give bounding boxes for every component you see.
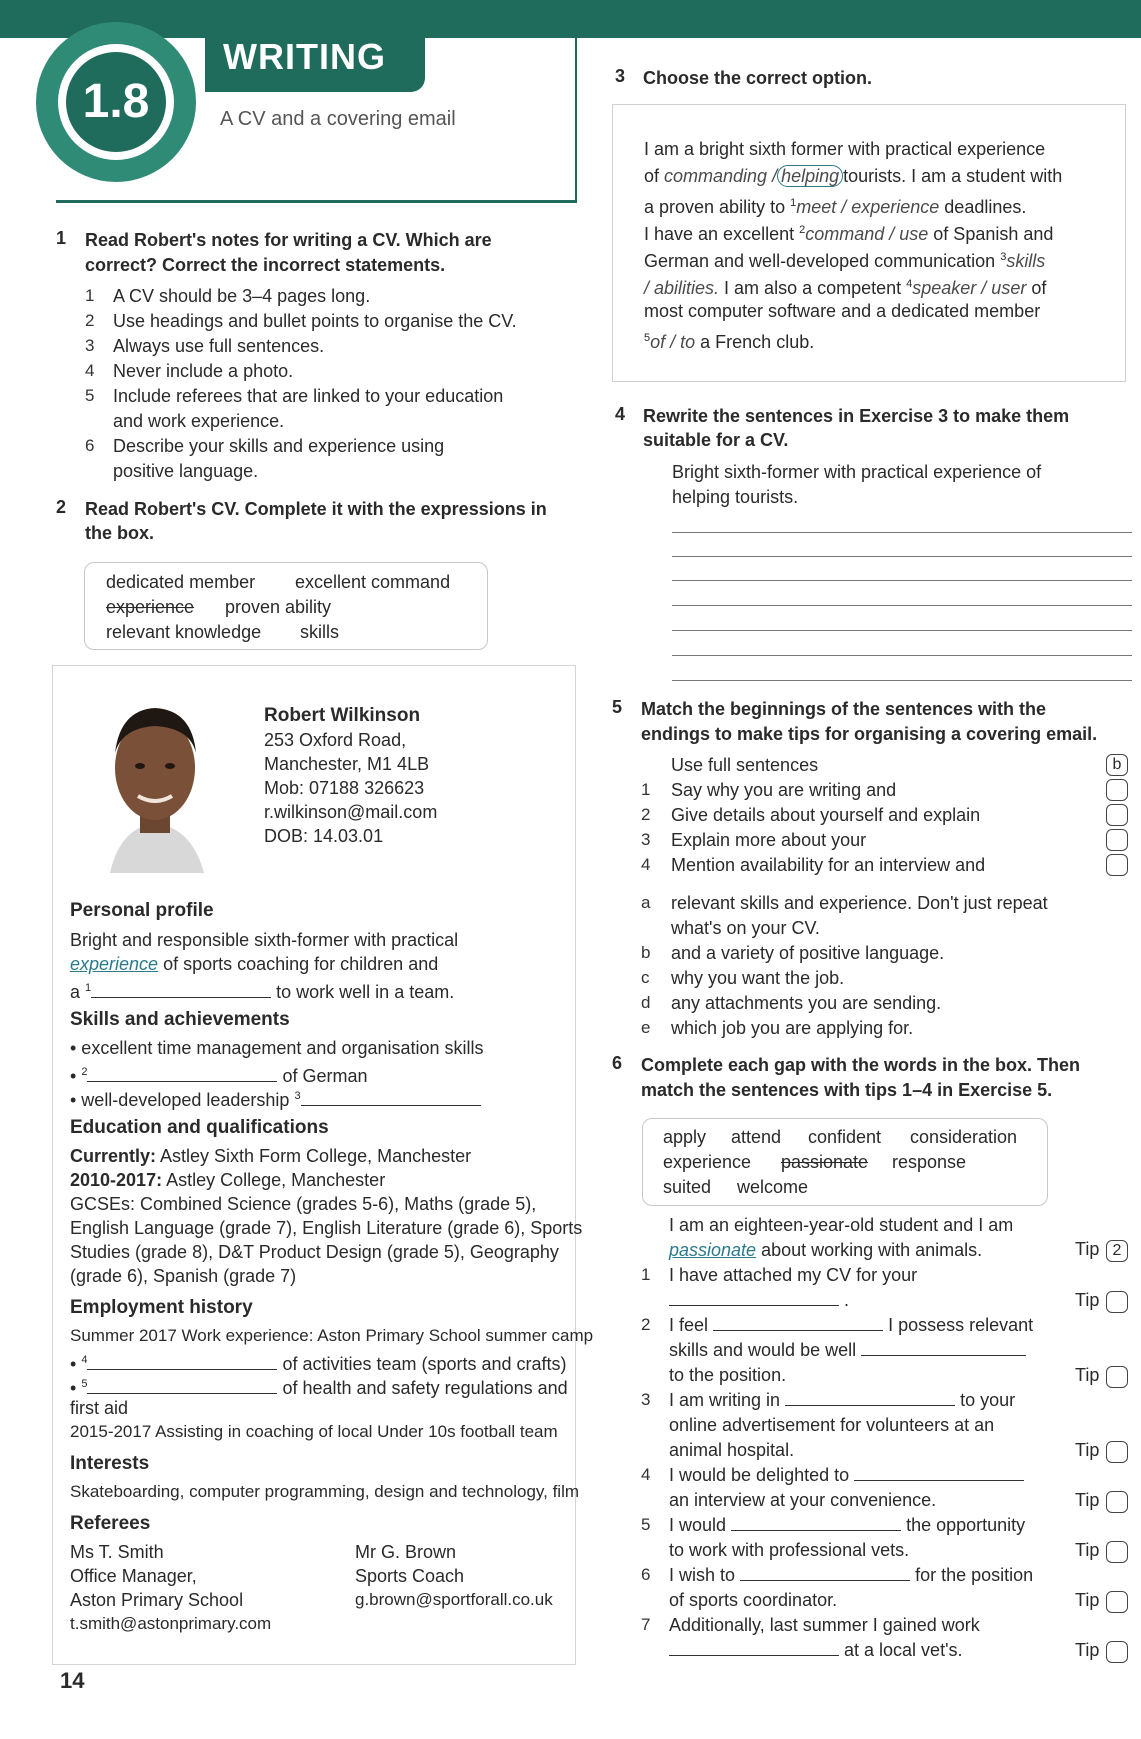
item-number: 2	[641, 1315, 651, 1334]
cv-skill-item: • excellent time management and organisation skills	[70, 1038, 484, 1058]
writing-line[interactable]	[672, 655, 1132, 656]
item-letter: e	[641, 1018, 651, 1037]
cv-education-line: Currently: Astley Sixth Form College, Manchester	[70, 1146, 472, 1166]
item-letter: b	[641, 943, 651, 962]
cv-skill-item: • well-developed leadership $^3$	[70, 1084, 481, 1112]
writing-line[interactable]	[672, 680, 1132, 681]
cv-skills-heading: Skills and achievements	[70, 1009, 290, 1030]
tip-answer-box[interactable]	[1106, 1541, 1128, 1563]
item-number: 3	[641, 1390, 651, 1409]
sentence: I wish to for the position	[669, 1565, 1034, 1585]
ex3-line: German and well-developed communication $^3$skills	[644, 251, 1046, 271]
tip-answer-box[interactable]	[1106, 1291, 1128, 1313]
tip-label: Tip	[1075, 1239, 1100, 1259]
tip-label: Tip	[1075, 1440, 1100, 1460]
tip-answer-box[interactable]	[1106, 1366, 1128, 1388]
cv-skill-item: • $^2$ of German	[70, 1066, 368, 1086]
exercise-1-instruction-2: correct? Correct the incorrect statements.	[85, 255, 446, 275]
word-box-item: relevant knowledge	[106, 622, 262, 642]
cv-dob: DOB: 14.03.01	[264, 826, 384, 846]
item-number: 4	[641, 855, 651, 874]
list-item: Describe your skills and experience using	[113, 436, 445, 456]
word-box-item: attend	[731, 1127, 782, 1147]
cv-interests-heading: Interests	[70, 1453, 150, 1474]
list-item: Say why you are writing and	[671, 780, 897, 800]
circled-answer: helping	[777, 165, 843, 187]
sentence: I would the opportunity	[669, 1515, 1026, 1535]
list-item: and work experience.	[113, 411, 285, 431]
tip-answer-box[interactable]	[1106, 1591, 1128, 1613]
page-number: 14	[60, 1668, 85, 1693]
gap-3[interactable]	[301, 1090, 481, 1106]
sentence: an interview at your convenience.	[669, 1490, 937, 1510]
word-box-item: welcome	[737, 1177, 809, 1197]
ex4-example-line: Bright sixth-former with practical experience of	[672, 462, 1042, 482]
item-number: 2	[641, 805, 651, 824]
gap[interactable]	[785, 1390, 955, 1406]
sentence: .	[669, 1288, 849, 1313]
exercise-2-instruction: Read Robert's CV. Complete it with the expressions in	[85, 499, 547, 519]
section-subtitle: A CV and a covering email	[220, 108, 456, 130]
gap[interactable]	[713, 1315, 883, 1331]
word-box-item-crossed: experience	[106, 597, 195, 617]
section-title: WRITING	[205, 34, 425, 92]
tip-answer-box[interactable]	[1106, 1441, 1128, 1463]
item-number: 5	[85, 386, 95, 405]
gap[interactable]	[731, 1515, 901, 1531]
exercise-1-instruction: Read Robert's notes for writing a CV. Which are	[85, 230, 492, 250]
referee-1-line: Aston Primary School	[70, 1590, 244, 1610]
list-item: and a variety of positive language.	[671, 943, 945, 963]
item-number: 2	[85, 311, 95, 330]
referee-2-line: Sports Coach	[355, 1566, 465, 1586]
cv-education-line: Studies (grade 8), D&T Product Design (grade 5), Geography	[70, 1242, 559, 1262]
item-number: 1	[85, 286, 95, 305]
tip-answer-box[interactable]: 2	[1106, 1240, 1128, 1262]
exercise-1-number: 1	[56, 228, 67, 248]
list-item: what's on your CV.	[671, 918, 820, 938]
exercise-6-instruction: Complete each gap with the words in the box. Then	[641, 1055, 1081, 1075]
sentence: I am writing in to your	[669, 1390, 1016, 1410]
list-item: relevant skills and experience. Don't just repeat	[671, 893, 1048, 913]
ex3-line: I have an excellent $^2$command / use of Spanish and	[644, 224, 1054, 244]
sentence: to work with professional vets.	[669, 1540, 910, 1560]
writing-line[interactable]	[672, 605, 1132, 606]
answer-box[interactable]	[1106, 854, 1128, 876]
sentence: animal hospital.	[669, 1440, 795, 1460]
word-box-item-crossed: passionate	[781, 1152, 869, 1172]
referee-1-line: Office Manager,	[70, 1566, 197, 1586]
ex5-example: Use full sentences	[671, 755, 819, 775]
list-item: Use headings and bullet points to organise the CV.	[113, 311, 517, 331]
gap-2[interactable]	[87, 1066, 277, 1082]
exercise-5-number: 5	[612, 697, 623, 717]
sentence: I would be delighted to	[669, 1463, 1024, 1488]
list-item: Give details about yourself and explain	[671, 805, 981, 825]
cv-employment-line: • $^4$ of activities team (sports and crafts)	[70, 1354, 567, 1374]
list-item: Explain more about your	[671, 830, 867, 850]
exercise-2-instruction-2: the box.	[85, 523, 155, 543]
cv-employment-line: 2015-2017 Assisting in coaching of local Under 10s football team	[70, 1422, 558, 1441]
cv-education-line: English Language (grade 7), English Literature (grade 6), Sports	[70, 1218, 583, 1238]
gap[interactable]	[669, 1640, 839, 1656]
item-number: 7	[641, 1615, 651, 1634]
item-letter: a	[641, 893, 651, 912]
item-number: 4	[641, 1465, 651, 1484]
cv-education-heading: Education and qualifications	[70, 1117, 329, 1138]
word-box-item: consideration	[910, 1127, 1018, 1147]
tip-label: Tip	[1075, 1540, 1100, 1560]
item-number: 6	[85, 436, 95, 455]
tip-label: Tip	[1075, 1290, 1100, 1310]
referee-2-email: g.brown@sportforall.co.uk	[355, 1590, 553, 1609]
item-number: 4	[85, 361, 95, 380]
word-box-item: apply	[663, 1127, 707, 1147]
word-box-item: experience	[663, 1152, 752, 1172]
cv-profile-line: experience of sports coaching for children and	[70, 954, 439, 974]
tip-answer-box[interactable]	[1106, 1641, 1128, 1663]
ex3-line: I am a bright sixth former with practical experience	[644, 139, 1046, 159]
list-item: A CV should be 3–4 pages long.	[113, 286, 371, 306]
ex6-example: I am an eighteen-year-old student and I am	[669, 1215, 1014, 1235]
writing-line[interactable]	[672, 630, 1132, 631]
exercise-4-number: 4	[615, 404, 626, 424]
tip-label: Tip	[1075, 1365, 1100, 1385]
sentence: of sports coordinator.	[669, 1590, 838, 1610]
item-number: 5	[641, 1515, 651, 1534]
item-number: 3	[85, 336, 95, 355]
cv-email: r.wilkinson@mail.com	[264, 802, 438, 822]
gap-4[interactable]	[87, 1354, 277, 1370]
sentence: at a local vet's.	[669, 1638, 963, 1663]
answer-box[interactable]	[1106, 829, 1128, 851]
list-item: positive language.	[113, 461, 259, 481]
answer-box[interactable]	[1106, 779, 1128, 801]
ex3-line: most computer software and a dedicated member	[644, 301, 1041, 321]
word-box-item: dedicated member	[106, 572, 256, 592]
exercise-5-instruction-2: endings to make tips for organising a covering email.	[641, 724, 1098, 744]
item-letter: c	[641, 968, 650, 987]
word-box-item: excellent command	[295, 572, 451, 592]
ex3-line: a proven ability to $^1$meet / experience deadlines.	[644, 197, 1027, 217]
exercise-2-number: 2	[56, 497, 67, 517]
sentence: Additionally, last summer I gained work	[669, 1615, 980, 1635]
cv-education-line: 2010-2017: Astley College, Manchester	[70, 1170, 386, 1190]
cv-mobile: Mob: 07188 326623	[264, 778, 425, 798]
word-box-item: proven ability	[225, 597, 332, 617]
list-item: any attachments you are sending.	[671, 993, 942, 1013]
list-item: Never include a photo.	[113, 361, 294, 381]
cv-profile-line: a $^1$ to work well in a team.	[70, 982, 455, 1002]
sentence: online advertisement for volunteers at an	[669, 1415, 995, 1435]
cv-employment-line: • $^5$ of health and safety regulations and	[70, 1378, 568, 1398]
cv-name: Robert Wilkinson	[264, 705, 421, 726]
cv-employment-line: first aid	[70, 1398, 129, 1418]
sentence: to the position.	[669, 1365, 787, 1385]
cv-address-line: 253 Oxford Road,	[264, 730, 407, 750]
cv-profile-heading: Personal profile	[70, 900, 214, 921]
ex3-line: of commanding / helping tourists. I am a student with	[644, 166, 1063, 186]
ex4-example-line: helping tourists.	[672, 487, 799, 507]
word-box-item: skills	[300, 622, 339, 642]
exercise-6-number: 6	[612, 1053, 623, 1073]
answer-box[interactable]	[1106, 804, 1128, 826]
item-number: 1	[641, 780, 651, 799]
exercise-6-instruction-2: match the sentences with tips 1–4 in Exercise 5.	[641, 1080, 1053, 1100]
item-number: 3	[641, 830, 651, 849]
list-item: which job you are applying for.	[671, 1018, 914, 1038]
exercise-3-number: 3	[615, 66, 626, 86]
tip-answer-box[interactable]	[1106, 1491, 1128, 1513]
writing-line[interactable]	[672, 580, 1132, 581]
ex3-line: / abilities. I am also a competent $^4$speaker / user of	[644, 278, 1047, 298]
exercise-3-instruction: Choose the correct option.	[643, 68, 873, 88]
referee-1-line: Ms T. Smith	[70, 1542, 164, 1562]
sentence: skills and would be well	[669, 1338, 1026, 1363]
gap[interactable]	[854, 1465, 1024, 1481]
referee-1-email: t.smith@astonprimary.com	[70, 1614, 272, 1633]
top-banner	[0, 0, 1141, 38]
item-letter: d	[641, 993, 651, 1012]
cv-address-line: Manchester, M1 4LB	[264, 754, 430, 774]
ex6-example: passionate about working with animals.	[669, 1240, 983, 1260]
header-vertical-divider	[575, 38, 577, 203]
writing-line[interactable]	[672, 556, 1132, 557]
answer-box[interactable]: b	[1106, 754, 1128, 776]
list-item: Mention availability for an interview and	[671, 855, 986, 875]
gap[interactable]	[669, 1290, 839, 1306]
item-number: 1	[641, 1265, 651, 1284]
writing-line[interactable]	[672, 532, 1132, 533]
header-divider	[56, 200, 576, 203]
cv-interests-line: Skateboarding, computer programming, design and technology, film	[70, 1482, 580, 1501]
cv-referees-heading: Referees	[70, 1513, 151, 1534]
sentence: I feel I possess relevant	[669, 1315, 1034, 1335]
cv-profile-line: Bright and responsible sixth-former with practical	[70, 930, 459, 950]
item-number: 6	[641, 1565, 651, 1584]
unit-number: 1.8	[66, 52, 166, 152]
gap[interactable]	[861, 1340, 1026, 1356]
gap-5[interactable]	[87, 1378, 277, 1394]
referee-2-line: Mr G. Brown	[355, 1542, 457, 1562]
exercise-4-instruction: Rewrite the sentences in Exercise 3 to make them	[643, 406, 1070, 426]
tip-label: Tip	[1075, 1590, 1100, 1610]
list-item: why you want the job.	[671, 968, 845, 988]
portrait-photo	[100, 698, 210, 878]
exercise-5-instruction: Match the beginnings of the sentences with the	[641, 699, 1047, 719]
cv-employment-line: Summer 2017 Work experience: Aston Primary School summer camp	[70, 1326, 594, 1345]
list-item: Always use full sentences.	[113, 336, 325, 356]
gap[interactable]	[740, 1565, 910, 1581]
tip-label: Tip	[1075, 1640, 1100, 1660]
cv-employment-heading: Employment history	[70, 1297, 253, 1318]
word-box-item: response	[892, 1152, 967, 1172]
ex3-line: $^5$of / to a French club.	[644, 332, 815, 352]
list-item: Include referees that are linked to your education	[113, 386, 504, 406]
exercise-4-instruction-2: suitable for a CV.	[643, 430, 789, 450]
gap-1[interactable]	[91, 982, 271, 998]
cv-education-line: GCSEs: Combined Science (grades 5-6), Maths (grade 5),	[70, 1194, 537, 1214]
tip-label: Tip	[1075, 1490, 1100, 1510]
cv-education-line: (grade 6), Spanish (grade 7)	[70, 1266, 297, 1286]
sentence: I have attached my CV for your	[669, 1265, 918, 1285]
word-box-item: confident	[808, 1127, 882, 1147]
word-box-item: suited	[663, 1177, 712, 1197]
